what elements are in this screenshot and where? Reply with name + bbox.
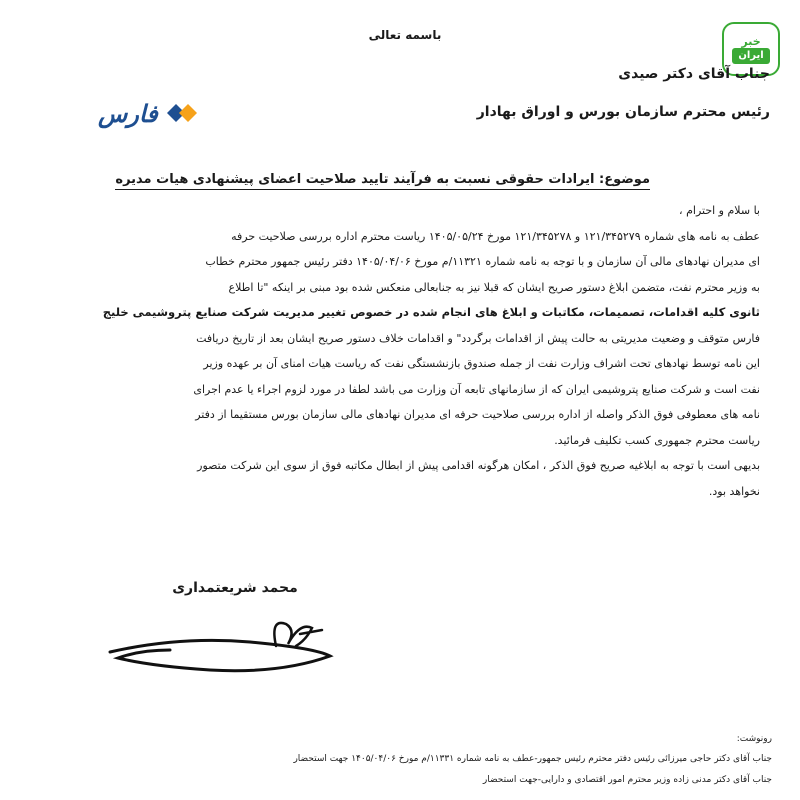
letter-body xyxy=(40,198,760,504)
fars-logo-text: فارس xyxy=(98,98,158,128)
handwritten-signature xyxy=(100,600,340,680)
addressee-title: رئیس محترم سازمان بورس و اوراق بهادار xyxy=(476,104,770,120)
addressee-name: جناب آقای دکتر صیدی xyxy=(618,66,770,82)
fars-logo xyxy=(98,96,208,130)
body-line: نامه های معطوفی فوق الذکر واصله از اداره بررسی صلاحیت حرفه ای مدیران نهادهای مالی سازمان بورس مستقیما از دفتر xyxy=(195,408,760,421)
badge-box-text: ایران xyxy=(732,48,769,64)
body-line: ثانوی کلیه اقدامات، تصمیمات، مکاتبات و ابلاغ های انجام شده در خصوص تغییر مدیریت شرکت صنایع پتروشیمی خلیج xyxy=(102,305,760,319)
body-line: بدیهی است با توجه به ابلاغیه صریح فوق الذکر ، امکان هرگونه اقدامی پیش از ابطال مکاتبه فوق از سوی این شرکت متصور xyxy=(197,459,760,472)
cc-item: جناب آقای دکتر مدنی زاده وزیر محترم امور اقتصادی و دارایی-جهت استحضار xyxy=(482,775,772,785)
body-line: عطف به نامه های شماره ۱۲۱/۳۴۵۲۷۹ و ۱۲۱/۳۴۵۲۷۸ مورخ ۱۴۰۵/۰۵/۲۴ ریاست محترم اداره بررسی صلاحیت حرفه xyxy=(231,229,760,243)
badge-top-text: خبر xyxy=(741,34,761,48)
letter-subject: موضوع: ایرادات حقوقی نسبت به فرآیند تایید صلاحیت اعضای پیشنهادی هیات مدیره xyxy=(115,172,650,190)
body-line: این نامه توسط نهادهای تحت اشراف وزارت نفت از جمله صندوق بازنشستگی نفت که ریاست هیات امنای آن بر عهده وزیر xyxy=(203,357,760,370)
cc-title: رونوشت: xyxy=(736,734,772,744)
body-line: نخواهد بود. xyxy=(708,484,760,498)
body-line: نفت است و شرکت صنایع پتروشیمی ایران که از سازمانهای تابعه آن وزارت می باشد لطفا در مورد لزوم اجراء یا عدم اجرای xyxy=(193,382,760,396)
body-line: با سلام و احترام ، xyxy=(679,204,760,217)
body-line: به وزیر محترم نفت، متضمن ابلاغ دستور صریح ایشان که قبلا نیز به جنابعالی منعکس شده بود مبنی بر اینکه "تا اطلاع xyxy=(228,280,760,294)
signer-name: محمد شریعتمداری xyxy=(172,580,298,596)
body-line: فارس متوقف و وضعیت مدیریتی به حالت پیش از اقدامات برگردد" و اقدامات خلاف دستور صریح ایشان بعد از تاریخ دریافت xyxy=(196,331,760,345)
body-line: ریاست محترم جمهوری کسب تکلیف فرمائید. xyxy=(554,433,760,447)
cc-item: جناب آقای دکتر حاجی میرزائی رئیس دفتر محترم رئیس جمهور-عطف به نامه شماره ۱۱۳۳۱/م مورخ ۱۴۰۵/۰۴/۰۶ جهت استحضار xyxy=(293,754,772,764)
bismillah-heading: باسمه تعالی xyxy=(368,28,442,42)
body-line: ای مدیران نهادهای مالی آن سازمان و با توجه به نامه شماره ۱۱۳۲۱/م مورخ ۱۴۰۵/۰۴/۰۶ دفتر رئیس جمهور محترم خطاب xyxy=(205,255,760,268)
fars-logo-icon xyxy=(164,98,200,128)
